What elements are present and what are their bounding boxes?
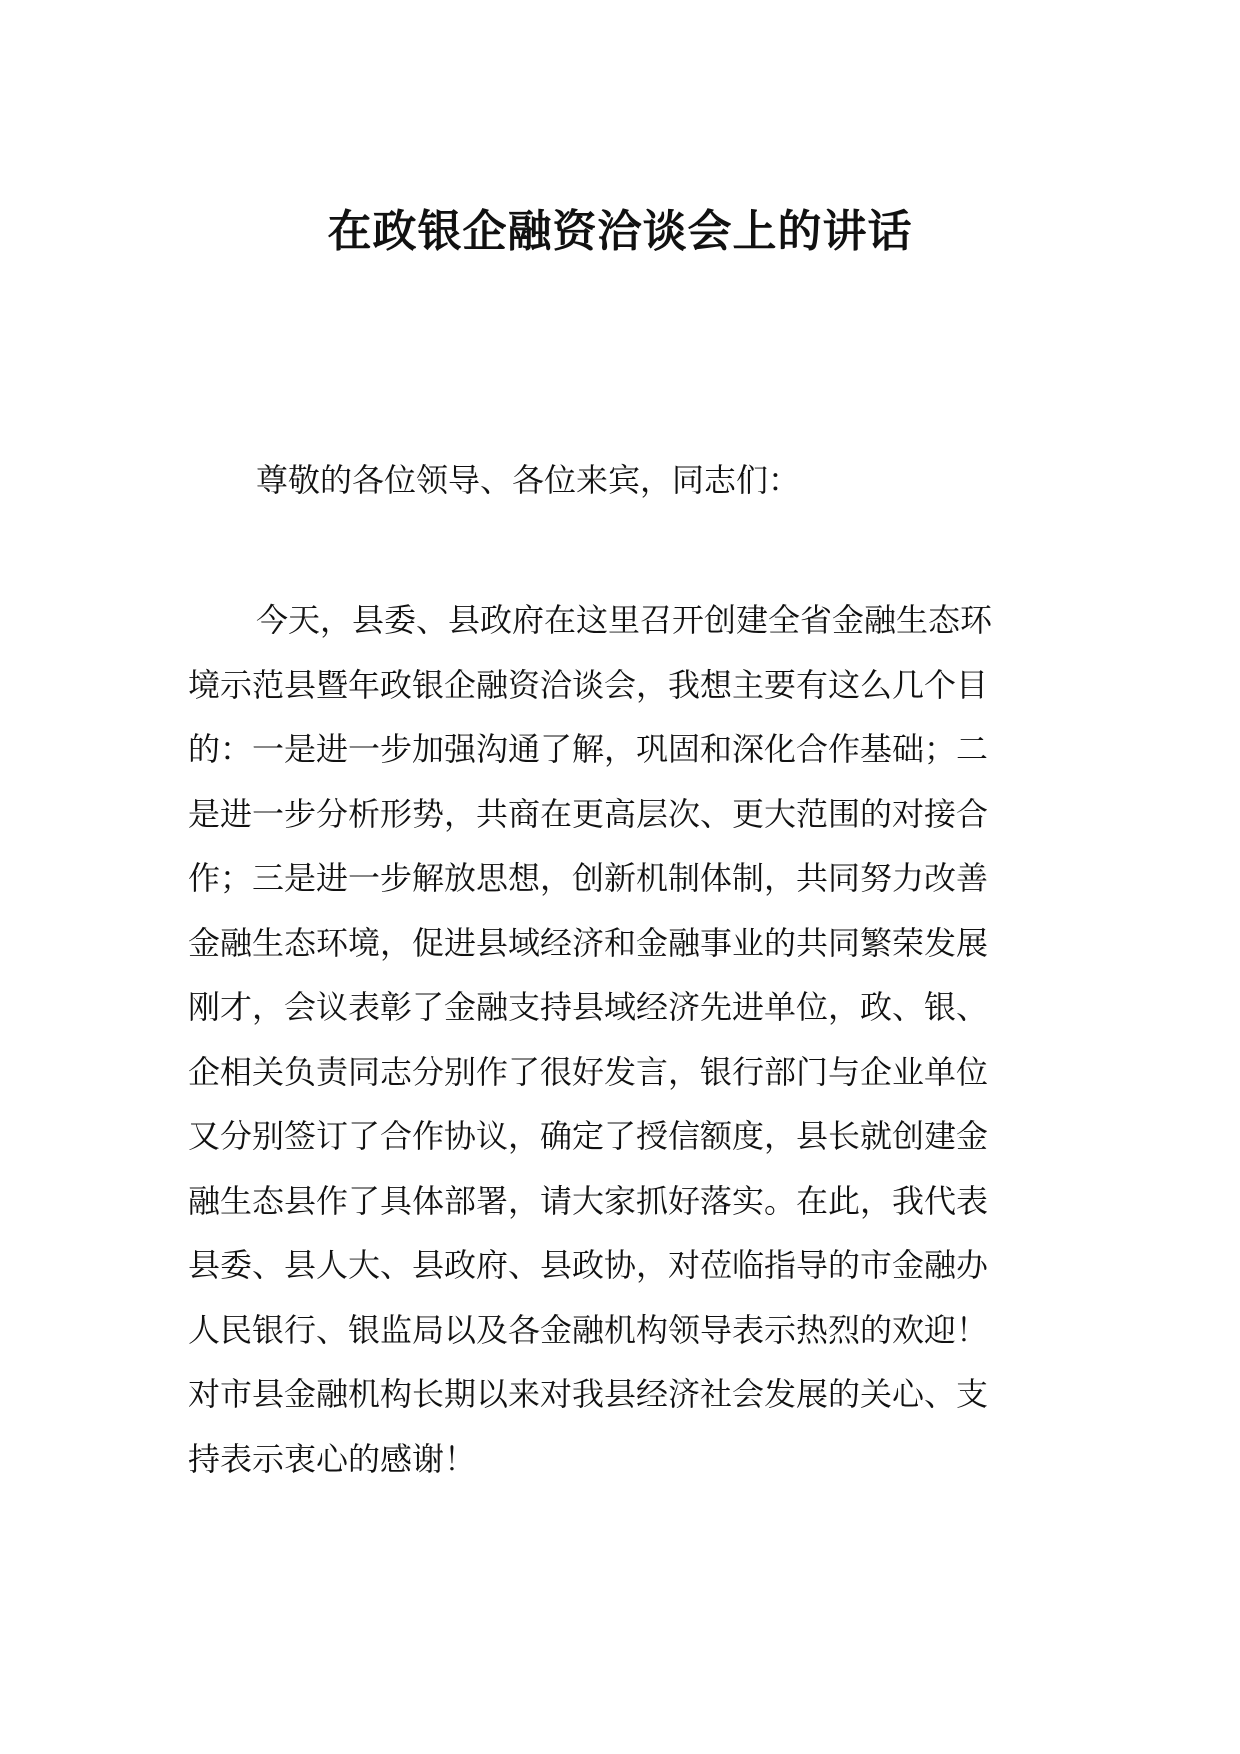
document-title: 在政银企融资洽谈会上的讲话 [327, 206, 913, 257]
body-line: 对市县金融机构长期以来对我县经济社会发展的关心、支 [188, 1375, 989, 1413]
body-line: 的：一是进一步加强沟通了解，巩固和深化合作基础；二 [188, 730, 989, 768]
body-line: 金融生态环境，促进县域经济和金融事业的共同繁荣发展 [188, 923, 989, 962]
body-line: 人民银行、银监局以及各金融机构领导表示热烈的欢迎！ [188, 1310, 989, 1349]
body-line: 是进一步分析形势，共商在更高层次、更大范围的对接合 [188, 794, 989, 833]
body-line: 持表示衷心的感谢！ [188, 1439, 477, 1478]
body-paragraph [188, 588, 1068, 1491]
body-line: 作；三是进一步解放思想，创新机制体制，共同努力改善 [188, 859, 989, 897]
body-line: 企相关负责同志分别作了很好发言，银行部门与企业单位 [188, 1052, 989, 1091]
body-line: 又分别签订了合作协议，确定了授信额度，县长就创建金 [188, 1117, 989, 1155]
body-line: 境示范县暨年政银企融资洽谈会，我想主要有这么几个目 [188, 665, 989, 704]
body-line: 县委、县人大、县政府、县政协，对莅临指导的市金融办 [188, 1246, 989, 1284]
salutation: 尊敬的各位领导、各位来宾，同志们： [256, 461, 801, 499]
body-line: 刚才，会议表彰了金融支持县域经济先进单位，政、银、 [188, 988, 989, 1026]
body-line: 融生态县作了具体部署，请大家抓好落实。在此，我代表 [188, 1181, 989, 1220]
body-line: 今天，县委、县政府在这里召开创建全省金融生态环 [256, 601, 993, 639]
